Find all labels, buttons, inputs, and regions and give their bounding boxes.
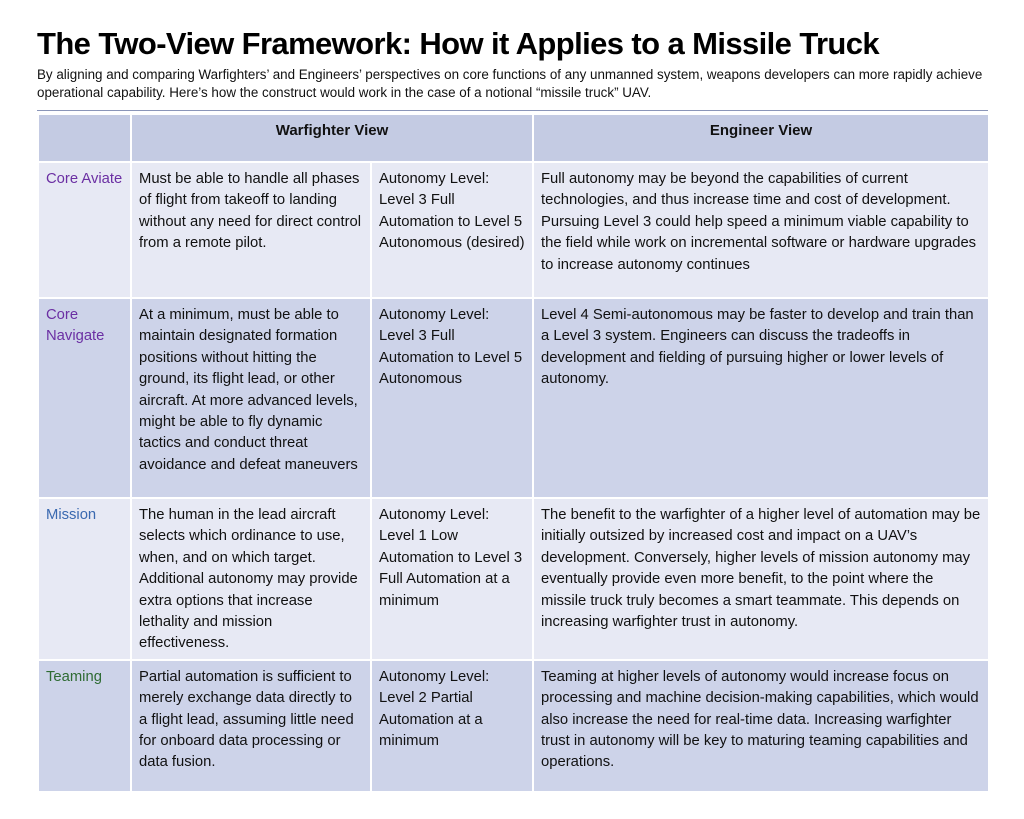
table-row-core-navigate bbox=[38, 298, 989, 498]
engineer-view-teaming: Teaming at higher levels of autonomy would increase focus on processing and machine decision-making capabilities, which would also increase the need for real-time data. Increasing warfighter trust in autonomy will be key to maturing teaming capabilities and operations. bbox=[533, 660, 989, 792]
function-label-core-navigate: Core Navigate bbox=[38, 298, 131, 498]
page-subtitle: By aligning and comparing Warfighters’ and Engineers’ perspectives on core functions of any unmanned system, weapons developers can more rapidly achieve operational capability. Here’s how the construct would work in the case of a notional “missile truck” UAV. bbox=[37, 67, 983, 100]
table-row-teaming bbox=[38, 660, 989, 792]
engineer-view-mission: The benefit to the warfighter of a higher level of automation may be initially outsized by increased cost and impact on a UAV’s development. Conversely, higher levels of mission autonomy may eventually provide even more benefit, to the point where the missile truck truly becomes a smart teammate. This depends on increasing warfighter trust in autonomy. bbox=[533, 498, 989, 660]
autonomy-level-teaming: Autonomy Level: Level 2 Partial Automation at a minimum bbox=[371, 660, 533, 792]
header-warfighter-view: Warfighter View bbox=[131, 114, 533, 162]
table-row-core-aviate bbox=[38, 162, 989, 298]
function-label-core-aviate: Core Aviate bbox=[38, 162, 131, 298]
page-title: The Two-View Framework: How it Applies to a Missile Truck bbox=[37, 26, 880, 61]
table-row-mission bbox=[38, 498, 989, 660]
engineer-view-core-navigate: Level 4 Semi-autonomous may be faster to develop and train than a Level 3 system. Engineers can discuss the tradeoffs in development and fielding of pursuing higher or lower levels of autonomy. bbox=[533, 298, 989, 498]
function-label-teaming: Teaming bbox=[38, 660, 131, 792]
warfighter-requirement-core-navigate: At a minimum, must be able to maintain designated formation positions without hitting the ground, its flight lead, or other aircraft. At more advanced levels, might be able to fly dynamic tactics and conduct threat avoidance and defeat maneuvers bbox=[131, 298, 371, 498]
engineer-view-core-aviate: Full autonomy may be beyond the capabilities of current technologies, and thus increase time and cost of development. Pursuing Level 3 could help speed a minimum viable capability to the field while work on incremental software or hardware upgrades to increase autonomy continues bbox=[533, 162, 989, 298]
table-header-row bbox=[38, 114, 989, 162]
autonomy-level-core-aviate: Autonomy Level: Level 3 Full Automation to Level 5 Autonomous (desired) bbox=[371, 162, 533, 298]
autonomy-level-core-navigate: Autonomy Level: Level 3 Full Automation to Level 5 Autonomous bbox=[371, 298, 533, 498]
warfighter-requirement-core-aviate: Must be able to handle all phases of flight from takeoff to landing without any need for direct control from a remote pilot. bbox=[131, 162, 371, 298]
warfighter-requirement-mission: The human in the lead aircraft selects which ordinance to use, when, and on which target. Additional autonomy may provide extra options that increase lethality and mission effectiveness. bbox=[131, 498, 371, 660]
header-engineer-view: Engineer View bbox=[533, 114, 989, 162]
warfighter-requirement-teaming: Partial automation is sufficient to merely exchange data directly to a flight lead, assuming little need for onboard data processing or data fusion. bbox=[131, 660, 371, 792]
title-divider bbox=[37, 110, 988, 111]
framework-table bbox=[37, 113, 990, 793]
header-function bbox=[38, 114, 131, 162]
autonomy-level-mission: Autonomy Level: Level 1 Low Automation to Level 3 Full Automation at a minimum bbox=[371, 498, 533, 660]
function-label-mission: Mission bbox=[38, 498, 131, 660]
